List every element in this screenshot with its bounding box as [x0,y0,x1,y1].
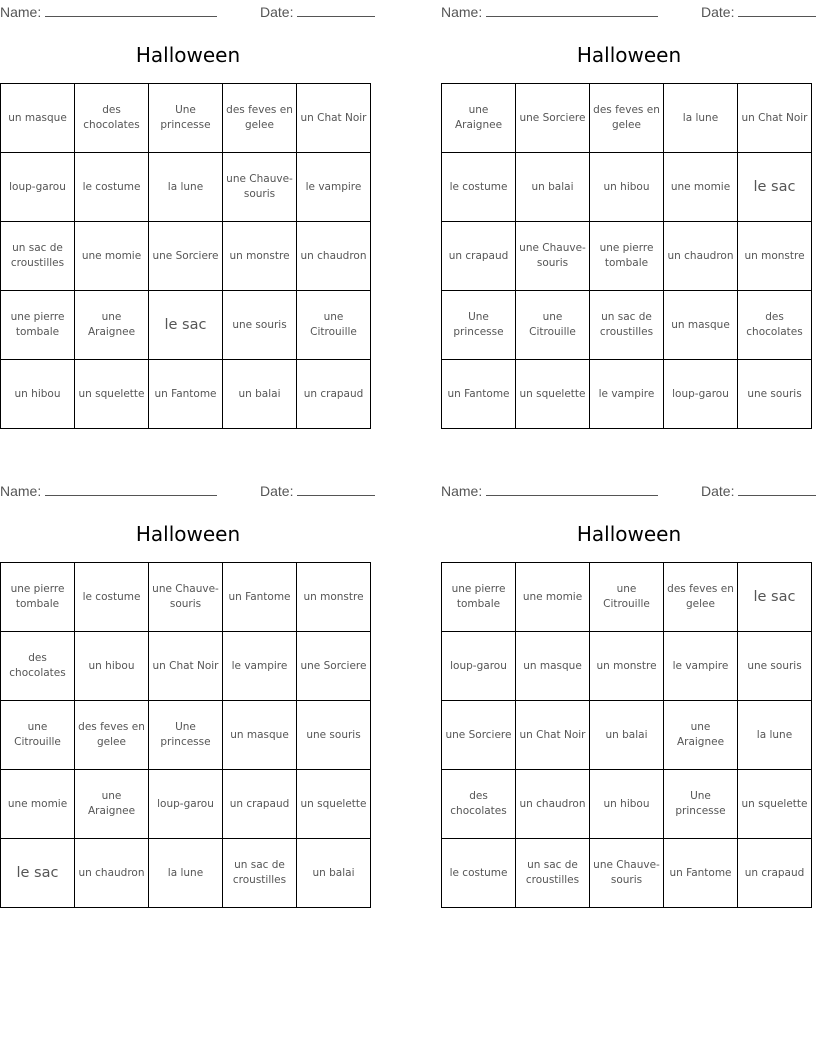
grid-cell[interactable]: une Citrouille [297,291,371,360]
grid-cell[interactable]: un balai [590,701,664,770]
grid-cell[interactable]: un Chat Noir [738,84,812,153]
grid-cell[interactable]: un crapaud [297,360,371,429]
grid-cell[interactable]: une Citrouille [516,291,590,360]
name-blank-line [486,3,658,17]
date-label: Date: [701,4,735,20]
grid-cell[interactable]: un crapaud [223,770,297,839]
grid-cell[interactable]: le sac [1,839,75,908]
grid-cell[interactable]: Une princesse [442,291,516,360]
grid-cell[interactable]: un crapaud [738,839,812,908]
grid-cell[interactable]: une pierre tombale [1,291,75,360]
grid-cell[interactable]: une pierre tombale [1,563,75,632]
name-blank-line [45,3,217,17]
grid-cell[interactable]: une Sorciere [442,701,516,770]
grid-cell[interactable]: le costume [75,153,149,222]
card-title: Halloween [576,522,682,546]
grid-cell[interactable]: loup-garou [442,632,516,701]
grid-cell[interactable]: un sac de croustilles [223,839,297,908]
grid-cell[interactable]: des feves en gelee [223,84,297,153]
grid-cell[interactable]: le vampire [664,632,738,701]
grid-cell[interactable]: des feves en gelee [664,563,738,632]
grid-cell[interactable]: le sac [738,153,812,222]
bingo-grid [0,562,371,908]
date-field[interactable] [260,3,375,20]
grid-cell[interactable]: un Chat Noir [149,632,223,701]
date-field[interactable] [701,482,816,499]
grid-cell[interactable]: la lune [149,839,223,908]
grid-row [442,291,812,360]
grid-cell[interactable]: loup-garou [1,153,75,222]
date-blank-line [297,3,375,17]
grid-cell[interactable]: un chaudron [664,222,738,291]
grid-cell[interactable]: le costume [75,563,149,632]
grid-cell[interactable]: des chocolates [442,770,516,839]
grid-cell[interactable]: une momie [664,153,738,222]
grid-cell[interactable]: un monstre [297,563,371,632]
grid-cell[interactable]: un balai [516,153,590,222]
card-title: Halloween [576,43,682,67]
date-label: Date: [260,483,294,499]
card-header [441,0,816,22]
grid-cell[interactable]: Une princesse [664,770,738,839]
grid-cell[interactable]: un chaudron [75,839,149,908]
grid-cell[interactable]: une Sorciere [297,632,371,701]
grid-cell[interactable]: un squelette [75,360,149,429]
grid-row [442,84,812,153]
grid-cell[interactable]: le costume [442,153,516,222]
grid-cell[interactable]: un Fantome [442,360,516,429]
grid-row [442,360,812,429]
grid-cell[interactable]: le vampire [590,360,664,429]
date-field[interactable] [701,3,816,20]
grid-cell[interactable]: Une princesse [149,84,223,153]
name-blank-line [486,482,658,496]
grid-cell[interactable]: un chaudron [297,222,371,291]
grid-cell[interactable]: un squelette [516,360,590,429]
date-label: Date: [260,4,294,20]
grid-cell[interactable]: une Araignee [442,84,516,153]
grid-cell[interactable]: le vampire [297,153,371,222]
date-label: Date: [701,483,735,499]
grid-cell[interactable]: un balai [223,360,297,429]
name-label: Name: [0,483,42,499]
grid-cell[interactable]: un sac de croustilles [590,291,664,360]
grid-cell[interactable]: une Citrouille [1,701,75,770]
grid-cell[interactable]: un Chat Noir [516,701,590,770]
bingo-grid [441,562,812,908]
grid-cell[interactable]: une Citrouille [590,563,664,632]
grid-row [442,222,812,291]
bingo-card [441,0,816,400]
grid-cell[interactable]: le sac [149,291,223,360]
grid-row [1,291,371,360]
grid-row [1,701,371,770]
card-header [0,0,376,22]
grid-cell[interactable]: un masque [223,701,297,770]
name-field[interactable] [441,482,658,499]
grid-cell[interactable]: un chaudron [516,770,590,839]
name-label: Name: [0,4,42,20]
grid-cell[interactable]: une Araignee [75,291,149,360]
grid-cell[interactable]: une Araignee [664,701,738,770]
grid-cell[interactable]: un squelette [297,770,371,839]
grid-cell[interactable]: loup-garou [664,360,738,429]
card-title: Halloween [135,43,241,67]
grid-cell[interactable]: un hibou [75,632,149,701]
date-field[interactable] [260,482,375,499]
grid-cell[interactable]: le costume [442,839,516,908]
grid-cell[interactable]: un sac de croustilles [1,222,75,291]
grid-row [442,632,812,701]
grid-cell[interactable]: une pierre tombale [442,563,516,632]
grid-cell[interactable]: une momie [75,222,149,291]
grid-cell[interactable]: un hibou [1,360,75,429]
grid-cell[interactable]: un monstre [223,222,297,291]
grid-cell[interactable]: un crapaud [442,222,516,291]
date-blank-line [738,3,816,17]
grid-cell[interactable]: un Chat Noir [297,84,371,153]
grid-cell[interactable]: un masque [516,632,590,701]
bingo-grid [0,83,371,429]
name-label: Name: [441,483,483,499]
grid-cell[interactable]: un masque [664,291,738,360]
date-blank-line [297,482,375,496]
card-header [441,479,816,501]
grid-row [442,563,812,632]
grid-cell[interactable]: loup-garou [149,770,223,839]
grid-cell[interactable]: une souris [738,632,812,701]
name-field[interactable] [0,482,217,499]
grid-cell[interactable]: un Fantome [149,360,223,429]
grid-row [1,222,371,291]
grid-cell[interactable]: une pierre tombale [590,222,664,291]
grid-cell[interactable]: une Chauve-souris [590,839,664,908]
bingo-card [0,479,376,886]
grid-cell[interactable]: un monstre [738,222,812,291]
grid-cell[interactable]: un masque [1,84,75,153]
grid-cell[interactable]: des chocolates [738,291,812,360]
grid-row [1,563,371,632]
grid-cell[interactable]: un hibou [590,770,664,839]
grid-cell[interactable]: une Sorciere [149,222,223,291]
grid-cell[interactable]: Une princesse [149,701,223,770]
grid-row [1,84,371,153]
grid-cell[interactable]: des chocolates [1,632,75,701]
grid-cell[interactable]: une souris [223,291,297,360]
grid-cell[interactable]: des feves en gelee [590,84,664,153]
name-field[interactable] [441,3,658,20]
grid-row [1,153,371,222]
grid-row [1,360,371,429]
grid-cell[interactable]: un sac de croustilles [516,839,590,908]
grid-cell[interactable]: un hibou [590,153,664,222]
date-blank-line [738,482,816,496]
grid-row [1,770,371,839]
grid-cell[interactable]: un monstre [590,632,664,701]
grid-cell[interactable]: une Chauve-souris [516,222,590,291]
name-field[interactable] [0,3,217,20]
grid-cell[interactable]: un squelette [738,770,812,839]
grid-row [1,632,371,701]
grid-cell[interactable]: une souris [738,360,812,429]
grid-cell[interactable]: le vampire [223,632,297,701]
bingo-card [0,0,376,400]
grid-cell[interactable]: une souris [297,701,371,770]
grid-cell[interactable]: un Fantome [223,563,297,632]
grid-row [442,770,812,839]
grid-cell[interactable]: des feves en gelee [75,701,149,770]
grid-row [442,839,812,908]
grid-cell[interactable]: une Sorciere [516,84,590,153]
grid-cell[interactable]: un balai [297,839,371,908]
bingo-card [441,479,816,886]
grid-cell[interactable]: une momie [516,563,590,632]
grid-cell[interactable]: la lune [149,153,223,222]
grid-cell[interactable]: une momie [1,770,75,839]
card-header [0,479,376,501]
grid-cell[interactable]: le sac [738,563,812,632]
grid-cell[interactable]: la lune [664,84,738,153]
grid-cell[interactable]: un Fantome [664,839,738,908]
grid-cell[interactable]: une Araignee [75,770,149,839]
grid-cell[interactable]: une Chauve-souris [149,563,223,632]
name-label: Name: [441,4,483,20]
grid-cell[interactable]: des chocolates [75,84,149,153]
grid-row [442,153,812,222]
grid-cell[interactable]: une Chauve-souris [223,153,297,222]
grid-row [442,701,812,770]
name-blank-line [45,482,217,496]
grid-row [1,839,371,908]
bingo-grid [441,83,812,429]
grid-cell[interactable]: la lune [738,701,812,770]
card-title: Halloween [135,522,241,546]
